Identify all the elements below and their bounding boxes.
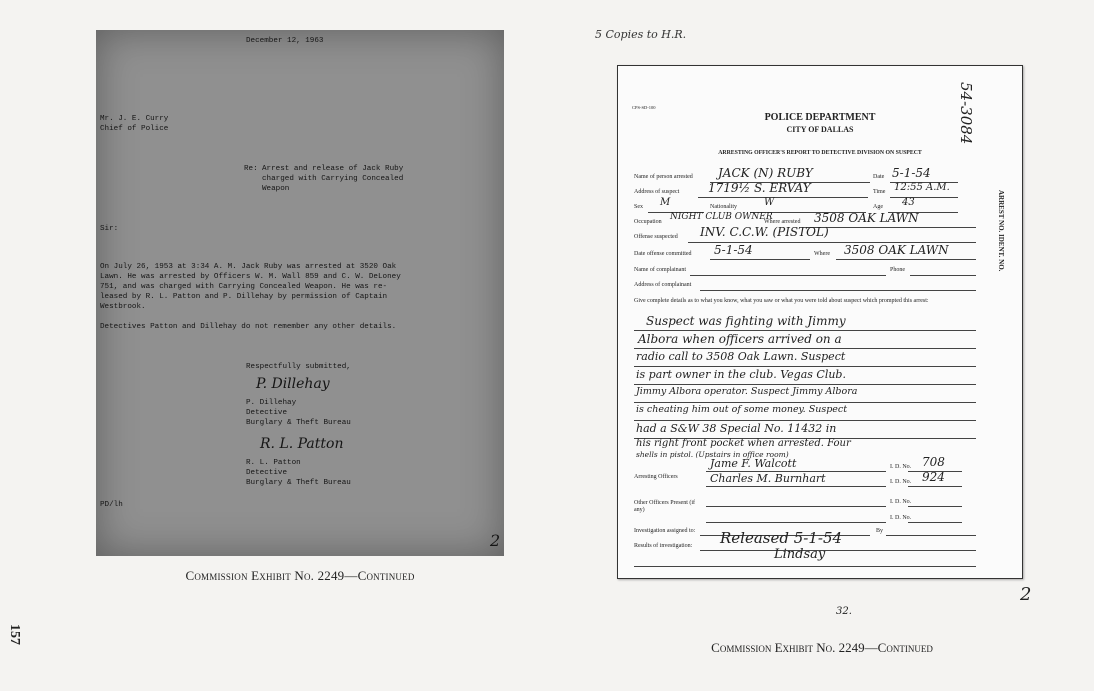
details-line: Albora when officers arrived on a — [638, 332, 842, 346]
letter-addressee-name: Mr. J. E. Curry — [100, 115, 169, 123]
letter-re-line: charged with Carrying Concealed — [262, 175, 404, 183]
label-date-committed: Date offense committed — [634, 251, 692, 257]
line-other2 — [706, 522, 886, 523]
line-other1-id — [908, 506, 962, 507]
details-rule — [634, 366, 976, 367]
signer2-line: Burglary & Theft Bureau — [246, 479, 351, 487]
label-details: Give complete details as to what you know, what you saw or what you were told about suspect which prompted this arrest: — [634, 298, 929, 304]
line-time — [890, 197, 958, 198]
value-date-committed: 5-1-54 — [714, 243, 753, 257]
letter-salutation: Sir: — [100, 225, 119, 233]
letter-body-line: 751, and was charged with Carrying Concealed Weapon. He was re- — [100, 283, 388, 291]
form-dept: POLICE DEPARTMENT — [764, 112, 876, 123]
form-corner-mark: 2 — [1020, 584, 1032, 605]
details-line: shells in pistol. (Upstairs in office room) — [636, 450, 789, 459]
details-line: his right front pocket when arrested. Four — [636, 438, 851, 449]
letter-page-mark: 2 — [490, 531, 501, 550]
letter-body-paragraph: Detectives Patton and Dillehay do not remember any other details. — [100, 323, 397, 331]
label-occupation: Occupation — [634, 219, 662, 225]
signature-dillehay: P. Dillehay — [256, 376, 330, 392]
label-address: Address of suspect — [634, 189, 680, 195]
form-code: CPS-SD-100 — [632, 105, 656, 110]
line-where — [836, 259, 976, 260]
label-complainant: Name of complainant — [634, 267, 686, 273]
label-where: Where — [814, 251, 830, 257]
value-age: 43 — [902, 197, 915, 208]
letter-closing: Respectfully submitted, — [246, 363, 351, 371]
details-line: Suspect was fighting with Jimmy — [646, 314, 846, 328]
value-officer2: Charles M. Burnhart — [710, 472, 826, 485]
value-officer1: Jame F. Walcott — [710, 457, 797, 470]
signer2-line: Detective — [246, 469, 288, 477]
value-where: 3508 OAK LAWN — [844, 243, 949, 257]
value-name: JACK (N) RUBY — [718, 166, 813, 180]
signature-patton: R. L. Patton — [260, 436, 344, 452]
line-results — [700, 550, 976, 551]
details-rule — [634, 348, 976, 349]
label-other-officers: Other Officers Present (if any) — [634, 500, 696, 513]
label-idno: I. D. No. — [890, 499, 912, 505]
value-where-arrested: 3508 OAK LAWN — [814, 211, 919, 225]
top-note: 5 Copies to H.R. — [595, 28, 687, 41]
label-phone: Phone — [890, 267, 905, 273]
line-other2-id — [908, 522, 962, 523]
label-time: Time — [873, 189, 886, 195]
line-phone — [910, 275, 976, 276]
details-rule — [634, 402, 976, 403]
label-results: Results of investigation: — [634, 543, 693, 549]
letter-body-line: leased by R. L. Patton and P. Dillehay by permission of Captain — [100, 293, 388, 301]
value-date: 5-1-54 — [892, 166, 931, 180]
value-time: 12:55 A.M. — [894, 182, 950, 193]
signer1-line: Burglary & Theft Bureau — [246, 419, 351, 427]
details-rule — [634, 420, 976, 421]
ident-label: ARREST NO. IDENT. NO. — [997, 190, 1005, 272]
line-complainant — [690, 275, 886, 276]
value-sex: M — [660, 197, 671, 208]
label-idno: I. D. No. — [890, 515, 912, 521]
label-arresting-officers: Arresting Officers — [634, 474, 678, 480]
line-complainant-address — [700, 290, 976, 291]
details-line: Jimmy Albora operator. Suspect Jimmy Albora — [636, 386, 858, 397]
caption-left: Commission Exhibit No. 2249—Continued — [185, 568, 415, 583]
line-date-committed — [710, 259, 810, 260]
letter-page — [96, 30, 504, 556]
details-rule — [634, 384, 976, 385]
label-investigation: Investigation assigned to: — [634, 528, 696, 534]
line-where-arrested — [806, 227, 976, 228]
form-city: CITY OF DALLAS — [786, 125, 854, 134]
label-age: Age — [873, 204, 883, 210]
caption-right: Commission Exhibit No. 2249—Continued — [711, 640, 933, 655]
label-by: By — [876, 528, 884, 534]
line-address — [698, 197, 868, 198]
letter-body-line: Lawn. He was arrested by Officers W. M. Wall 859 and C. W. DeLoney — [100, 273, 401, 281]
value-officer1-id: 708 — [922, 455, 945, 469]
label-idno: I. D. No. — [890, 464, 912, 470]
line-officer2 — [706, 486, 886, 487]
signer1-line: P. Dillehay — [246, 399, 297, 407]
line-officer2-id — [908, 486, 962, 487]
value-offense: INV. C.C.W. (PISTOL) — [700, 225, 829, 239]
letter-re-label: Re: — [244, 165, 258, 173]
label-where-arrested: Where arrested — [764, 219, 801, 225]
letter-re-line: Arrest and release of Jack Ruby — [262, 165, 404, 173]
label-date: Date — [873, 174, 885, 180]
letter-initials: PD/lh — [100, 501, 123, 509]
letter-body-line: On July 26, 1953 at 3:34 A. M. Jack Ruby was arrested at 3520 Oak — [100, 263, 397, 271]
form-title: ARRESTING OFFICER'S REPORT TO DETECTIVE DIVISION ON SUSPECT — [718, 150, 922, 156]
label-complainant-address: Address of complainant — [634, 282, 692, 288]
details-line: is cheating him out of some money. Suspect — [636, 404, 848, 415]
line-results-2 — [634, 566, 976, 567]
letter-date: December 12, 1963 — [246, 37, 324, 45]
details-line: is part owner in the club. Vegas Club. — [636, 368, 846, 381]
value-results-signature: Lindsay — [774, 547, 826, 562]
value-results: Released 5-1-54 — [720, 529, 843, 547]
label-offense: Offense suspected — [634, 234, 678, 240]
value-officer2-id: 924 — [922, 470, 945, 484]
value-occupation: NIGHT CLUB OWNER — [670, 212, 773, 222]
details-line: had a S&W 38 Special No. 11432 in — [636, 422, 837, 435]
form-bottom-mark: 32. — [836, 606, 852, 617]
line-by — [886, 535, 976, 536]
letter-addressee-title: Chief of Police — [100, 125, 169, 133]
details-line: radio call to 3508 Oak Lawn. Suspect — [636, 350, 846, 363]
letter-re-line: Weapon — [262, 185, 290, 193]
details-rule — [634, 330, 976, 331]
signer1-line: Detective — [246, 409, 288, 417]
label-idno: I. D. No. — [890, 479, 912, 485]
line-other1 — [706, 506, 886, 507]
label-name: Name of person arrested — [634, 174, 693, 180]
value-address: 1719½ S. ERVAY — [708, 181, 811, 195]
label-nationality: Nationality — [710, 204, 737, 210]
page-number: 157 — [7, 624, 22, 645]
value-nationality: W — [764, 197, 775, 208]
letter-body-line: Westbrook. — [100, 303, 146, 311]
side-number: 54-3084 — [957, 82, 975, 145]
signer2-line: R. L. Patton — [246, 459, 301, 467]
label-sex: Sex — [634, 204, 643, 210]
